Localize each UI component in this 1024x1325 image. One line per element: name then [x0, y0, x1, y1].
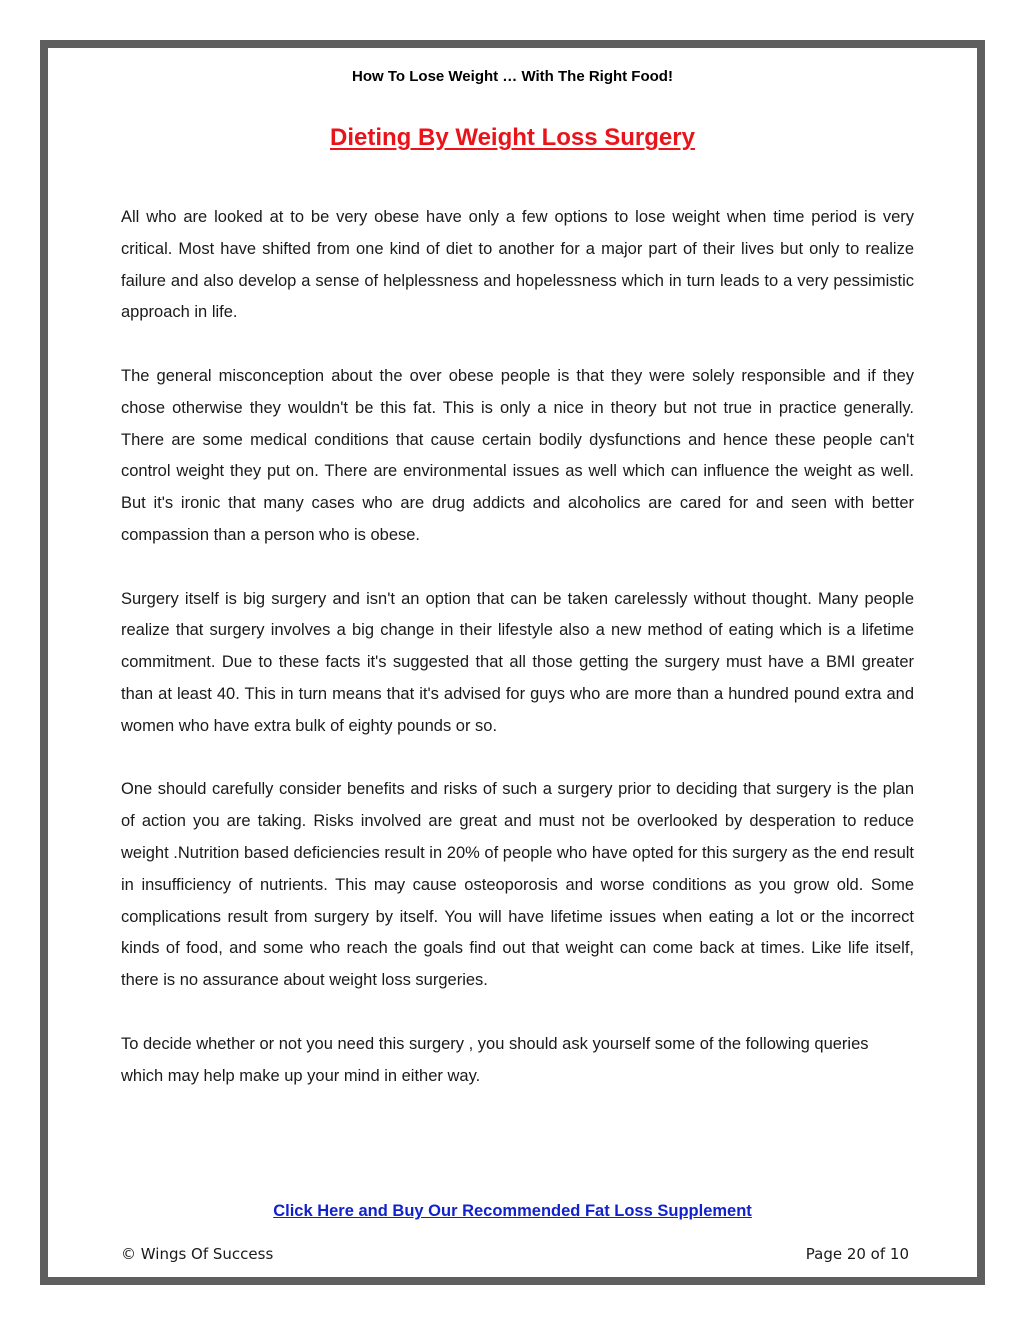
- page-frame: [40, 40, 985, 1285]
- paragraph-3: Surgery itself is big surgery and isn't an option that can be taken carelessly without thought. Many people realize that surgery involves a big change in their lifestyle also a new method of eating which is a lifetime commitment. Due to these facts it's suggested that all those getting the surgery must have a BMI greater than at least 40. This in turn means that it's advised for guys who are more than a hundred pound extra and women who have extra bulk of eighty pounds or so.: [121, 589, 914, 735]
- running-header: How To Lose Weight … With The Right Food!: [352, 68, 673, 85]
- buy-supplement-link[interactable]: Click Here and Buy Our Recommended Fat Loss Supplement: [273, 1202, 752, 1220]
- paragraph-1: All who are looked at to be very obese have only a few options to lose weight when time period is very critical. Most have shifted from one kind of diet to another for a major part of their lives but only to realize failure and also develop a sense of helplessness and hopelessness which in turn leads to a very pessimistic approach in life.: [121, 208, 914, 322]
- footer-copyright: © Wings Of Success: [121, 1245, 274, 1263]
- page-title: Dieting By Weight Loss Surgery: [330, 124, 695, 151]
- paragraph-2: The general misconception about the over obese people is that they were solely responsible and if they chose otherwise they wouldn't be this fat. This is only a nice in theory but not true in practice generally. There are some medical conditions that cause certain bodily dysfunctions and hence these people can't control weight they put on. There are environmental issues as well which can influence the weight as well. But it's ironic that many cases who are drug addicts and alcoholics are cared for and seen with better compassion than a person who is obese.: [121, 366, 914, 544]
- paragraph-4: One should carefully consider benefits and risks of such a surgery prior to deciding that surgery is the plan of action you are taking. Risks involved are great and must not be overlooked by desperation to reduce weight .Nutrition based deficiencies result in 20% of people who have opted for this surgery as the end result in insufficiency of nutrients. This may cause osteoporosis and worse conditions as you grow old. Some complications result from surgery by itself. You will have lifetime issues when eating a lot or the incorrect kinds of food, and some who reach the goals find out that weight can come back at times. Like life itself, there is no assurance about weight loss surgeries.: [121, 780, 914, 990]
- article-body: [121, 202, 914, 1124]
- footer-page-number: Page 20 of 10: [805, 1245, 909, 1263]
- paragraph-5: To decide whether or not you need this surgery , you should ask yourself some of the following queries which may help make up your mind in either way.: [121, 1034, 869, 1085]
